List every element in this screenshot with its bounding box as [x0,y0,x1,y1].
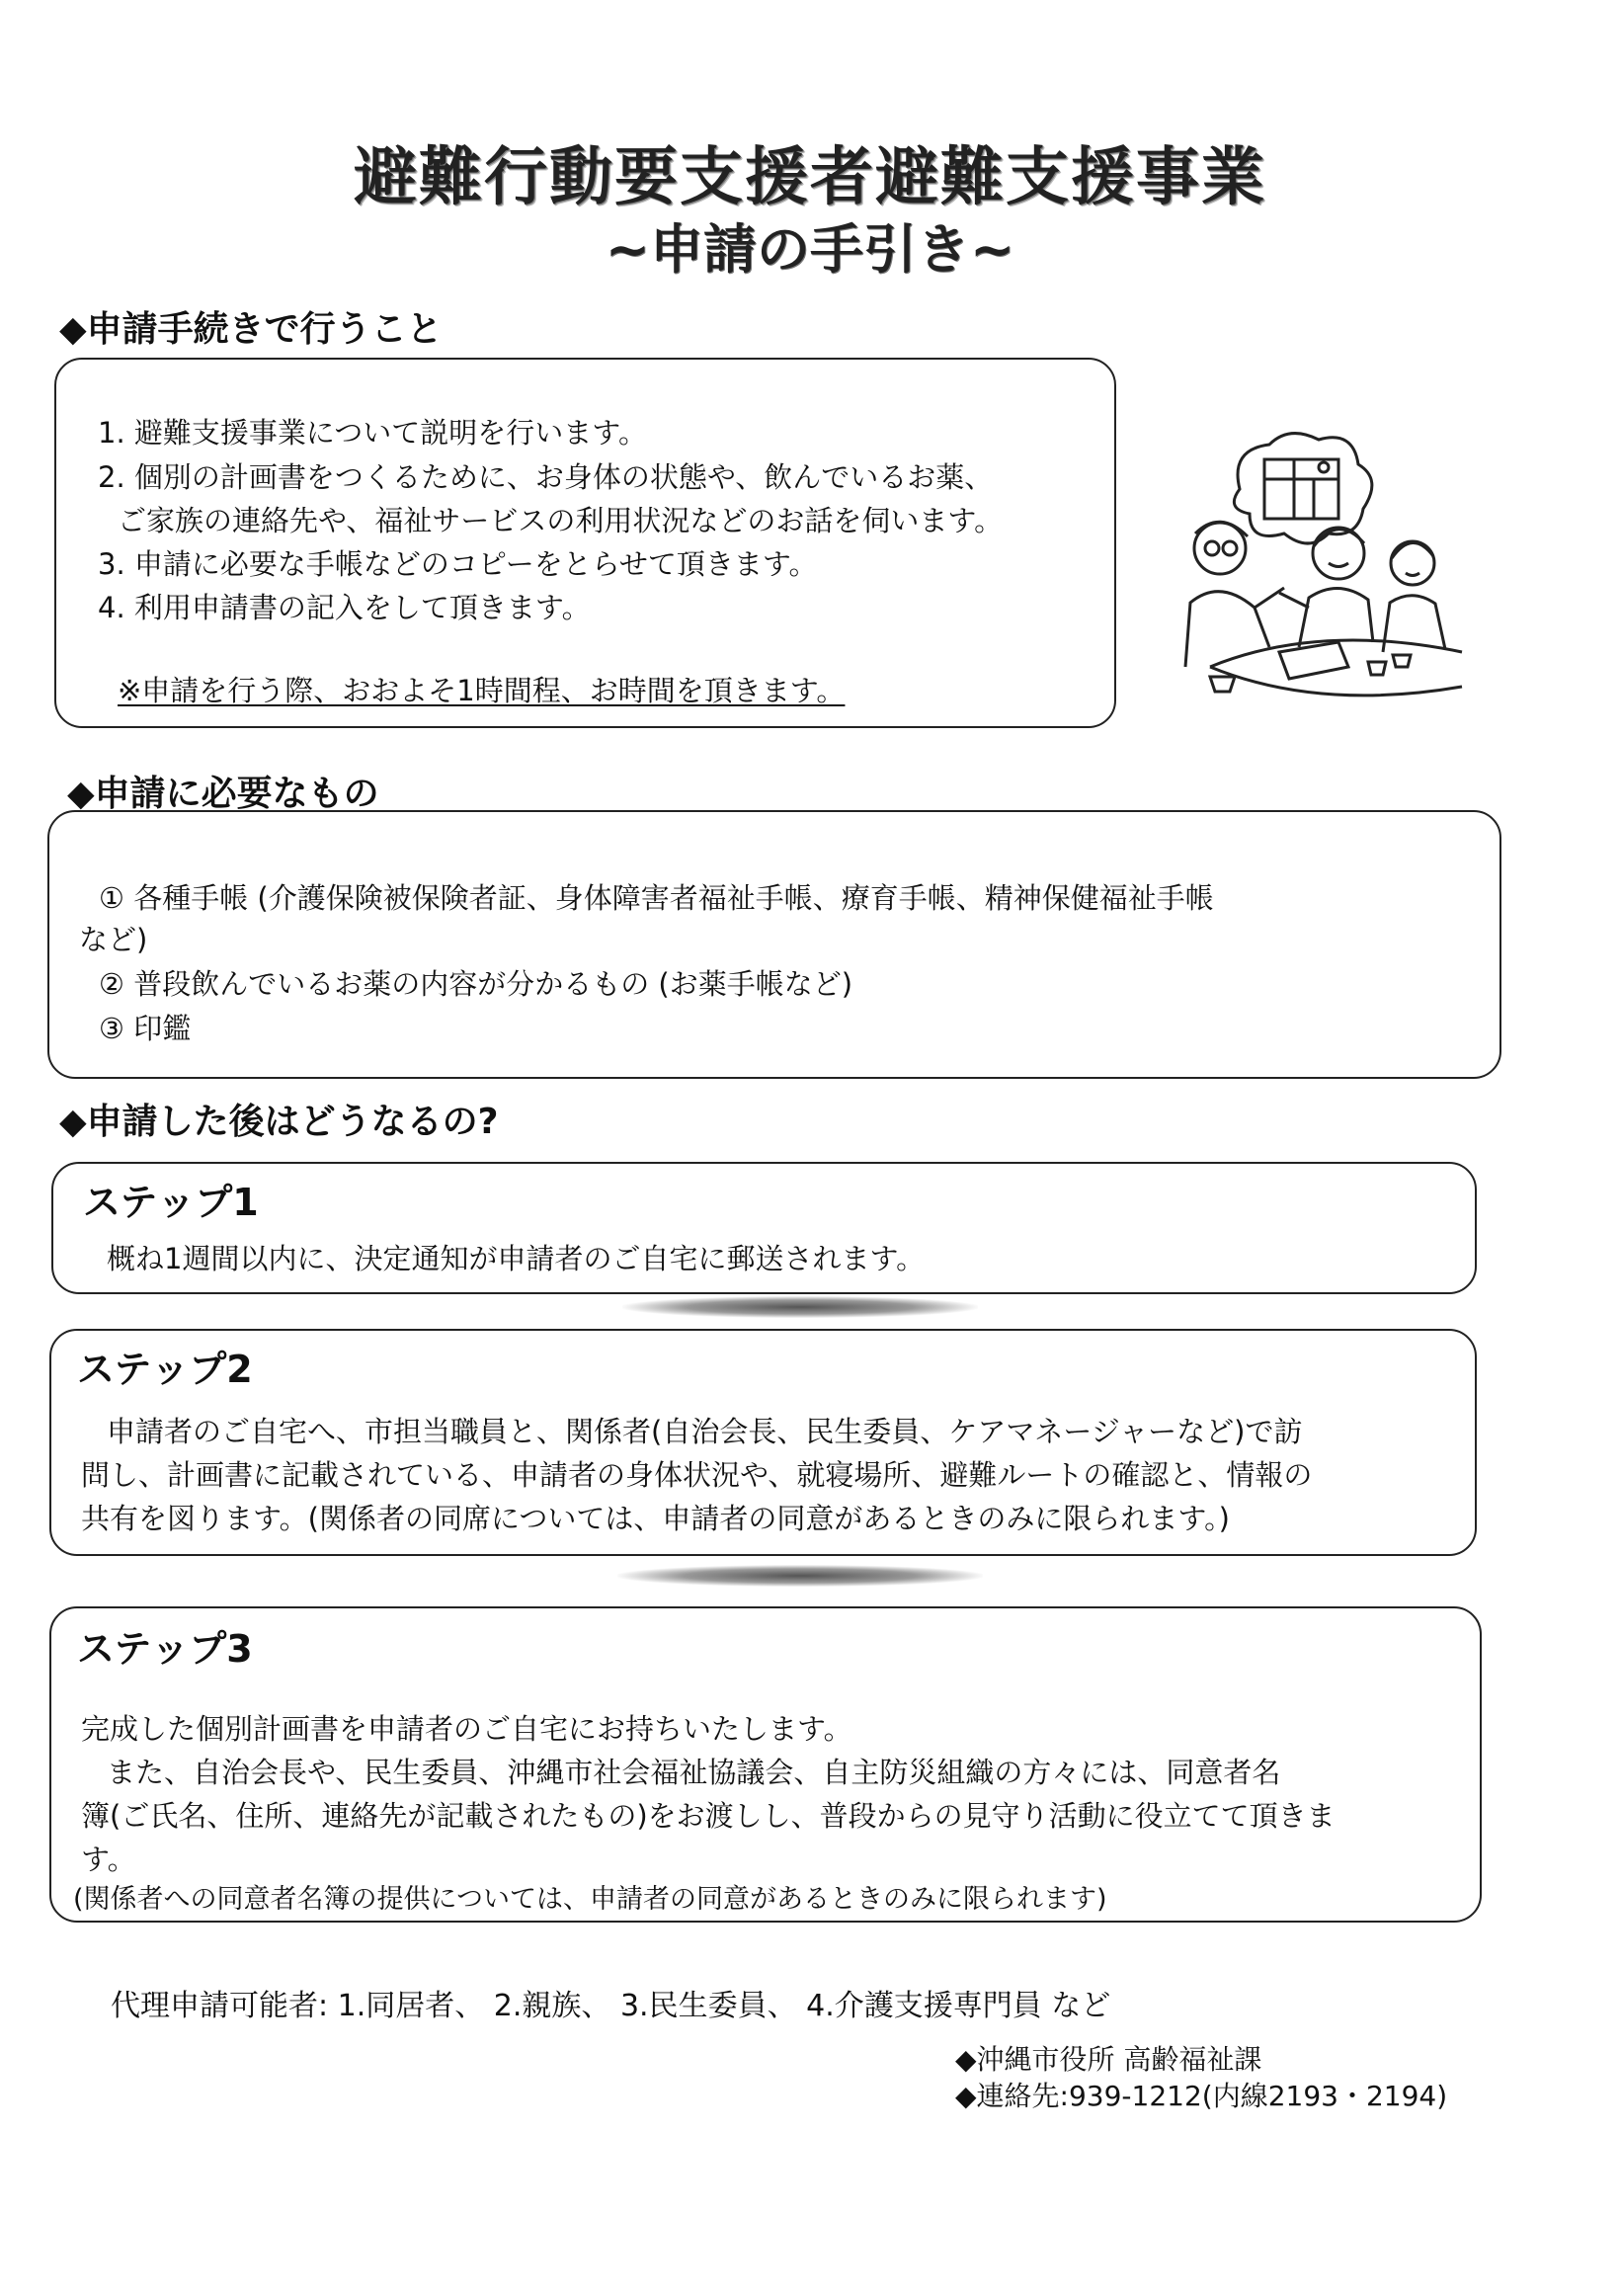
section3-heading: ◆申請した後はどうなるの? [59,1102,499,1142]
section1-item-4: 4. 利用申請書の記入をして頂きます。 [98,591,591,624]
step3-line-2: また、自治会長や、民生委員、沖縄市社会福祉協議会、自主防災組織の方々には、同意者名 [107,1756,1281,1789]
step1-title: ステップ1 [83,1181,259,1224]
section1-item-2-cont: ご家族の連絡先や、福祉サービスの利用状況などのお話を伺います。 [118,504,1004,537]
section2-item-1: ① 各種手帳 (介護保険被保険者証、身体障害者福祉手帳、療育手帳、精神保健福祉手帳 [99,881,1214,915]
step3-box [49,1606,1482,1923]
section2-item-1-cont: など) [79,923,148,956]
consultation-illustration-icon [1171,420,1467,716]
section1-item-3: 3. 申請に必要な手帳などのコピーをとらせて頂きます。 [98,547,818,581]
step2-line-2: 問し、計画書に記載されている、申請者の身体状況や、就寝場所、避難ルートの確認と、情報の [81,1458,1313,1492]
step1-to-step2-arrow [622,1296,978,1318]
step1-box [51,1162,1477,1294]
proxy-applicants: 代理申請可能者: 1.同居者、 2.親族、 3.民生委員、 4.介護支援専門員 など [111,1989,1111,2023]
step3-line-4: す。 [81,1843,136,1876]
section1-note: ※申請を行う際、おおよそ1時間程、お時間を頂きます。 [118,674,846,707]
section1-box [54,358,1116,728]
step1-text: 概ね1週間以内に、決定通知が申請者のご自宅に郵送されます。 [107,1242,926,1275]
step2-box [49,1329,1477,1556]
step3-line-3: 簿(ご氏名、住所、連絡先が記載されたもの)をお渡しし、普段からの見守り活動に役立てて頂きま [81,1799,1336,1833]
step3-line-5: (関係者への同意者名簿の提供については、申請者の同意があるときのみに限られます) [73,1884,1107,1915]
step2-title: ステップ2 [77,1348,253,1391]
page-subtitle: ~申請の手引き~ [605,218,1015,281]
section2-item-3: ③ 印鑑 [99,1012,192,1045]
section1-item-1: 1. 避難支援事業について説明を行います。 [98,416,647,450]
contact-number: ◆連絡先:939-1212(内線2193・2194) [955,2080,1448,2112]
section2-heading: ◆申請に必要なもの [67,774,379,814]
section1-heading: ◆申請手続きで行うこと [59,309,443,350]
page-title: 避難行動要支援者避難支援事業 [354,141,1266,214]
step2-line-3: 共有を図ります。(関係者の同席については、申請者の同意があるときのみに限られます。) [81,1502,1230,1535]
section2-item-2: ② 普段飲んでいるお薬の内容が分かるもの (お薬手帳など) [99,967,853,1001]
section1-item-2: 2. 個別の計画書をつくるために、お身体の状態や、飲んでいるお薬、 [98,460,994,494]
section2-box [47,810,1501,1079]
step2-to-step3-arrow [617,1565,983,1587]
office-name: ◆沖縄市役所 高齢福祉課 [955,2043,1262,2076]
step3-title: ステップ3 [77,1627,253,1671]
step3-line-1: 完成した個別計画書を申請者のご自宅にお持ちいたします。 [81,1712,852,1746]
step2-line-1: 申請者のご自宅へ、市担当職員と、関係者(自治会長、民生委員、ケアマネージャーなど)で訪 [107,1415,1303,1448]
